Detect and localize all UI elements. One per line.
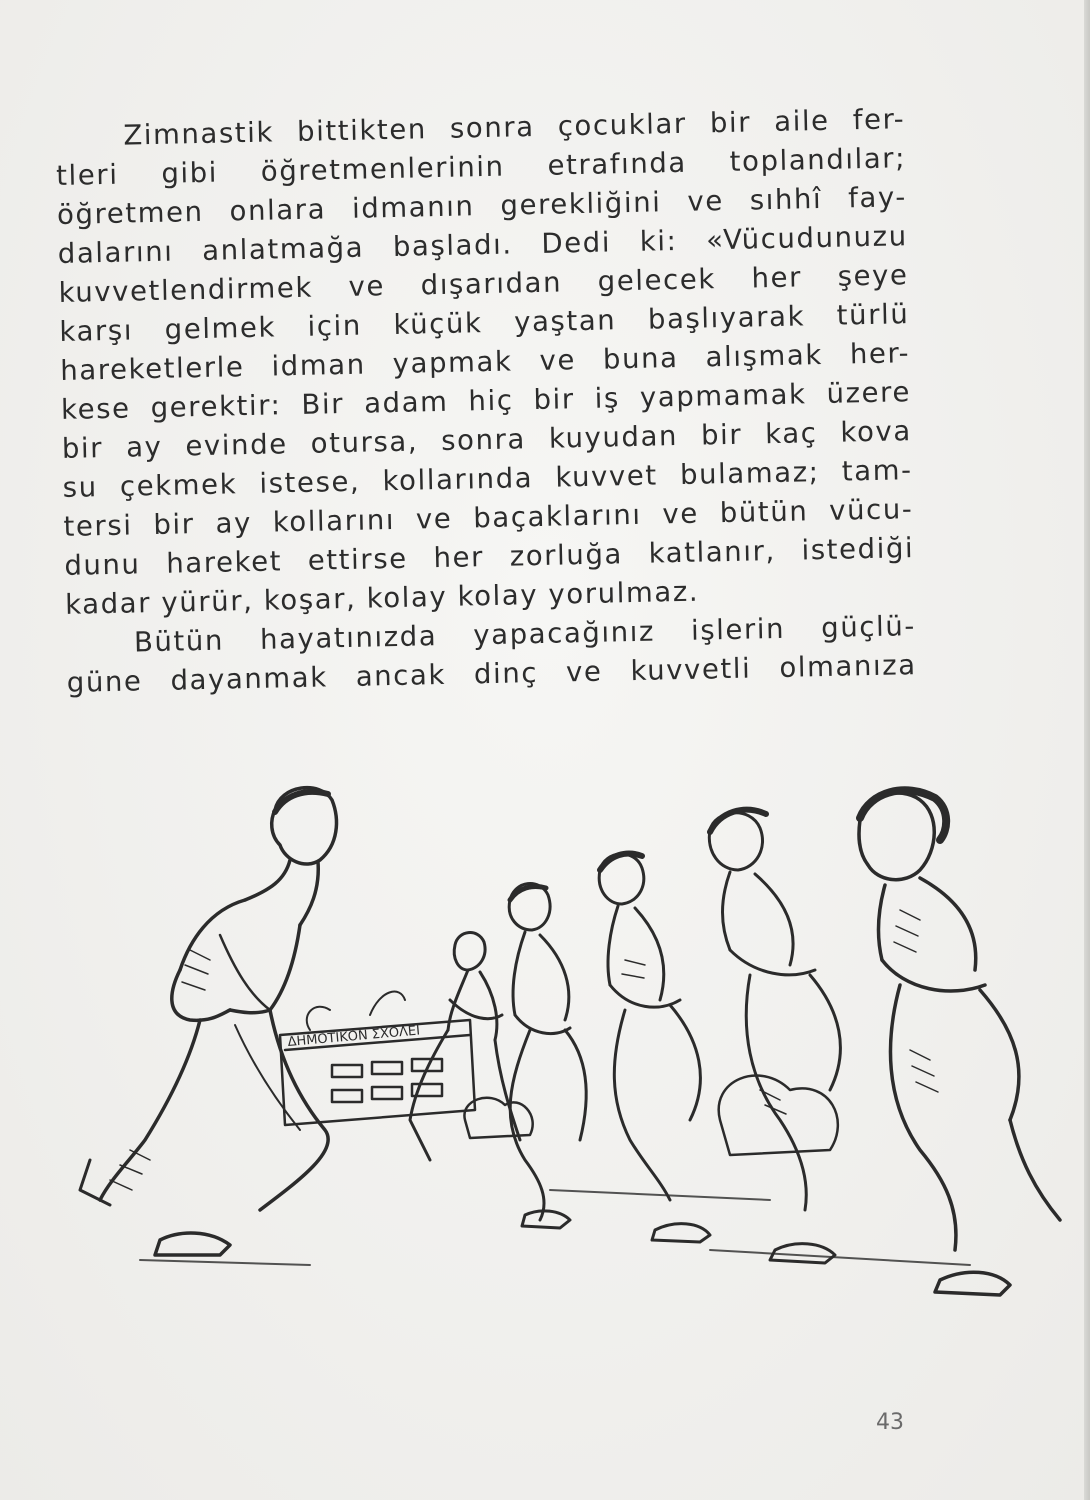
school-sign: ΔΗΜΟΤΙΚΟΝ ΣΧΟΛΕΙ: [287, 1023, 421, 1050]
body-text: [55, 100, 917, 703]
text-line: dunu hareket ettirse her zorluğa katlanır, istediği: [64, 532, 915, 582]
text-line: karşı gelmek için küçük yaştan başlıyarak türlü: [59, 298, 910, 348]
page-edge: [1084, 0, 1090, 1500]
page-number: 43: [876, 1410, 904, 1435]
text-line: kese gerektir: Bir adam hiç bir iş yapmamak üzere: [60, 376, 912, 426]
text-line: Bütün hayatınızda yapacağınız işlerin güçlü-: [133, 610, 917, 659]
text-line: dalarını anlatmağa başladı. Dedi ki: «Vücudunuzu: [57, 220, 908, 270]
bushes: [464, 1076, 837, 1155]
text-line: hareketlerle idman yapmak ve buna alışmak her-: [59, 337, 911, 387]
student-figure: [509, 884, 586, 1228]
text-line: tleri gibi öğretmenlerinin etrafında toplandılar;: [55, 142, 907, 192]
text-line: su çekmek istese, kollarında kuvvet bulamaz; tam-: [62, 454, 913, 504]
school-building: [280, 992, 475, 1125]
text-line: güne dayanmak ancak dinç ve kuvvetli olmanıza: [66, 649, 917, 699]
text-line: bir ay evinde otursa, sonra kuyudan bir kaç kova: [61, 415, 913, 465]
student-figure: [859, 790, 1060, 1295]
teacher-figure: [80, 788, 336, 1255]
student-figure: [410, 933, 520, 1160]
text-line: tersi bir ay kollarını ve baçaklarını ve bütün vücu-: [63, 493, 914, 543]
student-figure: [709, 810, 840, 1263]
student-figure: [599, 854, 710, 1242]
text-line: kuvvetlendirmek ve dışarıdan gelecek her şeye: [58, 259, 909, 309]
gymnastics-illustration: [70, 760, 1090, 1320]
text-line: kadar yürür, koşar, kolay kolay yorulmaz.: [64, 575, 700, 621]
text-line: Zimnastik bittikten sonra çocuklar bir aile fer-: [123, 103, 906, 152]
text-line: öğretmen onlara idmanın gerekliğini ve sıhhî fay-: [56, 181, 908, 231]
